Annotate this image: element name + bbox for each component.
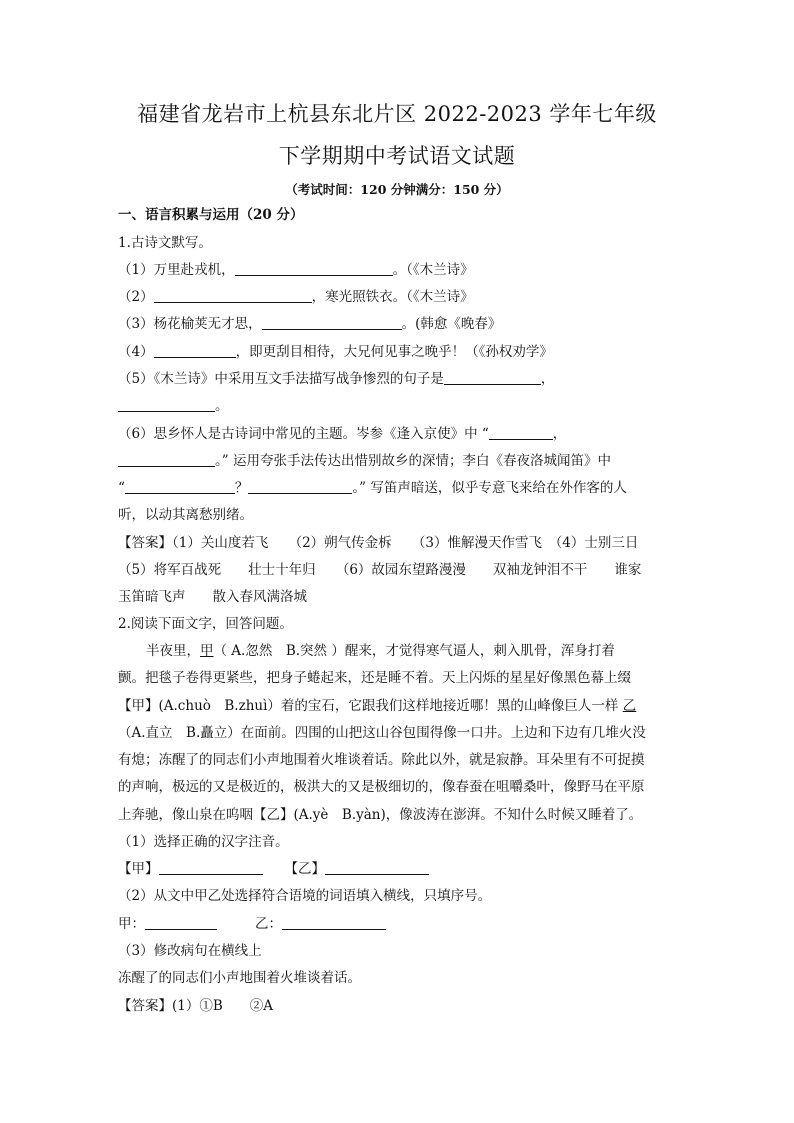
answer-blank[interactable] bbox=[248, 479, 352, 494]
question-2-label: 2.阅读下面文字，回答问题。 bbox=[118, 616, 293, 632]
section-heading: 一、语言积累与运用（20 分） bbox=[118, 207, 304, 223]
q1-item-4: （4） ，即更刮目相待，大兄何见事之晚乎！（《孙权劝学》 bbox=[118, 344, 553, 360]
sub-question-3: （3）修改病句在横线上 bbox=[118, 943, 262, 959]
passage-line-1: 半夜里，甲（ A.忽然 B.突然 ）醒来，才觉得寒气逼人，刺入肌骨，浑身打着 bbox=[146, 643, 615, 659]
answer-blank[interactable] bbox=[262, 315, 402, 330]
sub-question-3-sentence: 冻醒了的同志们小声地围着火堆谈着话。 bbox=[118, 970, 361, 986]
title-line-1: 福建省龙岩市上杭县东北片区 2022-2023 学年七年级 bbox=[137, 102, 657, 126]
passage-line-5: 有熄；冻醒了的同志们小声地围着火堆谈着话。除此以外，就是寂静。耳朵里有不可捉摸 bbox=[118, 752, 645, 768]
sub-question-2: （2）从文中甲乙处选择符合语境的词语填入横线，只填序号。 bbox=[118, 888, 492, 904]
answer-blank[interactable] bbox=[444, 370, 541, 385]
answer-1-line-1: 【答案】（1）关山度若飞 （2）朔气传金柝 （3）惟解漫天作雪飞 （4）士别三日 bbox=[118, 535, 639, 551]
answer-blank[interactable] bbox=[159, 860, 263, 875]
q1-item-6-cont2: “ ？ 。” 写笛声暗送，似乎专意飞来给在外作客的人 bbox=[118, 480, 627, 496]
passage-line-2: 颤。把毯子卷得更紧些，把身子蜷起来，还是睡不着。天上闪烁的星星好像黑色幕上缀 bbox=[118, 670, 631, 686]
q1-item-6-cont: 。” 运用夸张手法传达出惜别故乡的深情；李白《春夜洛城闻笛》中 bbox=[118, 452, 611, 470]
answer-blank[interactable] bbox=[145, 915, 217, 930]
q1-item-1: （1）万里赴戎机， 。（《木兰诗》 bbox=[118, 262, 474, 278]
sub-question-1-blanks: 【甲】 【乙】 bbox=[118, 860, 429, 878]
question-1-label: 1.古诗文默写。 bbox=[118, 235, 212, 251]
answer-blank[interactable] bbox=[235, 261, 393, 276]
answer-blank[interactable] bbox=[118, 452, 215, 467]
passage-line-4: （A.直立 B.矗立）在面前。四围的山把这山谷包围得像一口井。上边和下边有几堆火没 bbox=[118, 725, 646, 741]
answer-blank[interactable] bbox=[125, 479, 235, 494]
sub-question-1: （1）选择正确的汉字注音。 bbox=[118, 834, 289, 850]
sub-question-2-blanks: 甲： 乙： bbox=[118, 915, 386, 933]
answer-blank[interactable] bbox=[154, 343, 236, 358]
passage-line-6: 的声响，极远的又是极近的，极洪大的又是极细切的，像春蚕在咀嚼桑叶，像野马在平原 bbox=[118, 779, 645, 795]
title-line-2: 下学期期中考试语文试题 bbox=[278, 144, 516, 168]
q1-item-6-end: 听，以动其离愁别绪。 bbox=[118, 507, 253, 523]
passage-line-7: 上奔驰，像山泉在呜咽【乙】(A.yè B.yàn)，像波涛在澎湃。不知什么时候又睡着了。 bbox=[118, 807, 643, 823]
answer-2-line-1: 【答案】(1）①B ②A bbox=[118, 998, 274, 1014]
answer-blank[interactable] bbox=[489, 425, 553, 440]
q1-item-2: （2） ，寒光照铁衣。（《木兰诗》 bbox=[118, 289, 474, 305]
passage-line-3: 【甲】(A.chuò B.zhuì）着的宝石，它跟我们这样地接近哪！黑的山峰像巨人一样 乙 bbox=[118, 698, 637, 714]
exam-info: （考试时间：120 分钟满分：150 分） bbox=[285, 182, 509, 197]
answer-blank[interactable] bbox=[118, 397, 215, 412]
q1-item-3: （3）杨花榆荚无才思， 。(韩愈《晚春》 bbox=[118, 316, 502, 332]
q1-item-5: （5）《木兰诗》中采用互文手法描写战争惨烈的句子是 ， bbox=[118, 371, 555, 387]
answer-blank[interactable] bbox=[154, 288, 312, 303]
answer-1-line-3: 玉笛暗飞声 散入春风满洛城 bbox=[118, 589, 307, 605]
answer-blank[interactable] bbox=[282, 915, 386, 930]
answer-blank[interactable] bbox=[325, 860, 429, 875]
q1-item-5-cont: 。 bbox=[118, 397, 229, 415]
answer-1-line-2: （5）将军百战死 壮士十年归 （6）故园东望路漫漫 双袖龙钟泪不干 谁家 bbox=[118, 562, 642, 578]
q1-item-6: （6）思乡怀人是古诗词中常见的主题。岑参《逢入京使》中 “ ， bbox=[118, 426, 567, 442]
